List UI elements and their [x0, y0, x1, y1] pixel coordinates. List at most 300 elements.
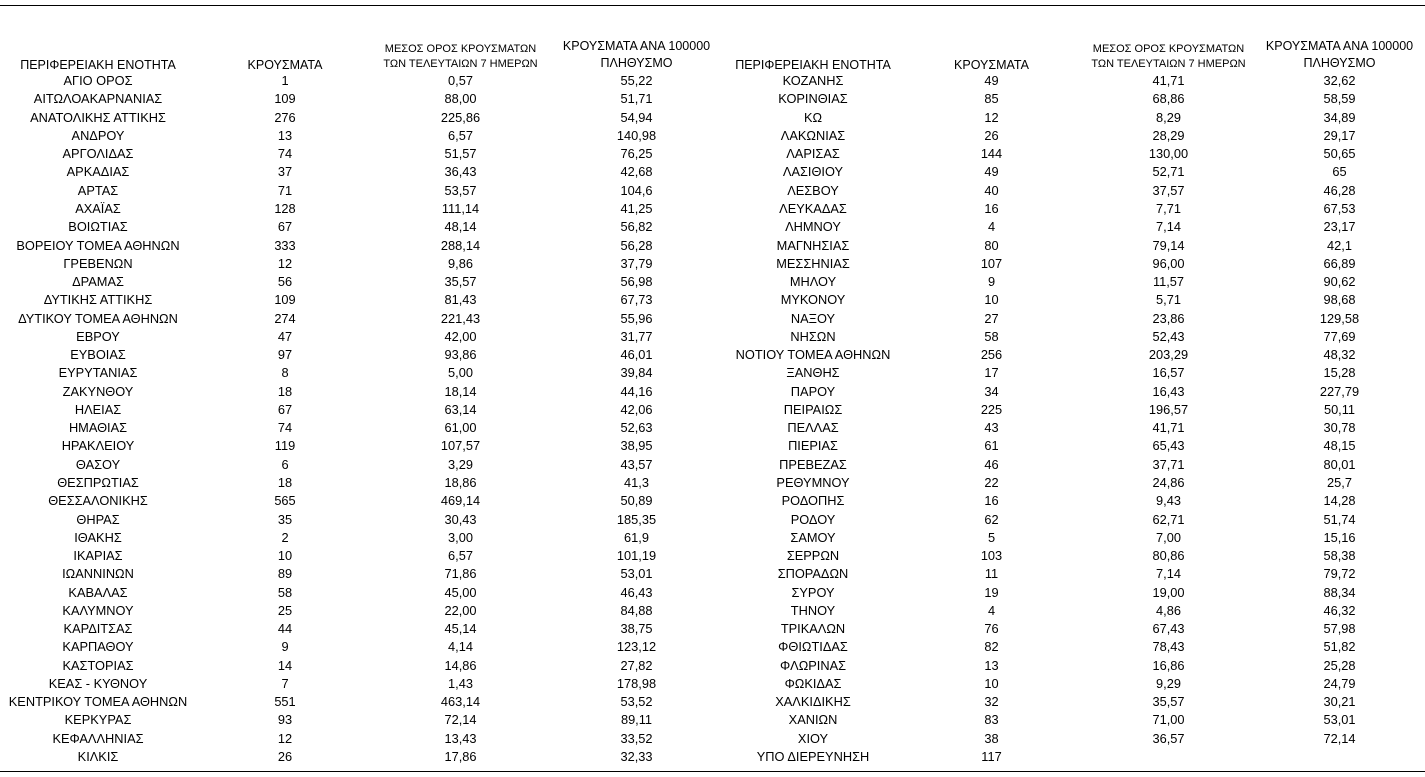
region-cell-right: ΛΑΣΙΘΙΟΥ [782, 164, 844, 180]
header-line: ΜΕΣΟΣ ΟΡΟΣ ΚΡΟΥΣΜΑΤΩΝ [384, 43, 537, 55]
region-cell: ΚΕΦΑΛΛΗΝΙΑΣ [52, 730, 144, 746]
region-cell-right: ΞΑΝΘΗΣ [786, 365, 840, 381]
avg-7-days-cell: 18,86 [444, 474, 477, 490]
header-row [0, 36, 1425, 72]
table-row [0, 182, 1425, 200]
per-100k-cell: 56,98 [620, 274, 653, 290]
per-100k-cell: 53,52 [620, 694, 653, 710]
cases-cell: 74 [277, 146, 293, 162]
table-row [0, 602, 1425, 620]
region-cell: ΑΡΤΑΣ [77, 182, 119, 198]
per-100k-cell: 38,75 [620, 621, 653, 637]
per-100k-cell-right: 88,34 [1323, 584, 1356, 600]
per-100k-cell: 42,68 [620, 164, 653, 180]
cases-cell: 67 [277, 401, 293, 417]
avg-7-days-cell-right: 28,29 [1152, 127, 1185, 143]
region-cell-right: ΛΑΚΩΝΙΑΣ [780, 127, 846, 143]
cases-cell: 12 [277, 730, 293, 746]
cases-cell-right: 49 [984, 164, 999, 180]
table-row [0, 383, 1425, 401]
per-100k-cell: 61,9 [624, 529, 649, 545]
per-100k-cell-right: 15,16 [1323, 529, 1356, 545]
per-100k-cell-right: 29,17 [1323, 127, 1356, 143]
per-100k-cell-right: 58,38 [1323, 548, 1356, 564]
avg-7-days-cell-right: 96,00 [1152, 255, 1185, 271]
region-cell-right: ΝΟΤΙΟΥ ΤΟΜΕΑ ΑΘΗΝΩΝ [735, 347, 891, 363]
cases-cell: 9 [281, 639, 289, 655]
region-cell: ΚΑΣΤΟΡΙΑΣ [62, 657, 134, 673]
per-100k-cell-right: 79,72 [1323, 566, 1356, 582]
avg-7-days-cell: 45,14 [444, 621, 477, 637]
avg-7-days-cell: 36,43 [444, 164, 477, 180]
avg-7-days-cell: 463,14 [440, 694, 481, 710]
per-100k-cell: 67,73 [620, 292, 653, 308]
per-100k-cell-right: 46,32 [1323, 602, 1356, 618]
header-line: ΚΡΟΥΣΜΑΤΑ ΑΝΑ 100000 [1265, 39, 1414, 53]
per-100k-cell: 37,79 [620, 255, 653, 271]
cases-cell: 333 [274, 237, 296, 253]
cases-cell: 14 [277, 657, 293, 673]
avg-7-days-cell: 0,57 [448, 73, 473, 89]
region-cell: ΚΕΡΚΥΡΑΣ [64, 712, 132, 728]
avg-7-days-cell-right: 9,29 [1156, 675, 1181, 691]
cases-cell-right: 83 [984, 712, 999, 728]
avg-7-days-cell: 81,43 [444, 292, 477, 308]
cases-cell: 13 [277, 127, 293, 143]
per-100k-cell-right: 67,53 [1323, 200, 1356, 216]
region-cell-right: ΦΩΚΙΔΑΣ [784, 675, 842, 691]
cases-cell: 551 [274, 694, 296, 710]
region-cell: ΗΡΑΚΛΕΙΟΥ [61, 438, 135, 454]
top-border [0, 5, 1425, 6]
per-100k-cell: 46,01 [620, 347, 653, 363]
table-row [0, 145, 1425, 163]
cases-cell-right: 107 [980, 255, 1003, 271]
cases-cell-right: 10 [984, 292, 999, 308]
avg-7-days-cell: 71,86 [444, 566, 477, 582]
region-header-right: ΠΕΡΙΦΕΡΕΙΑΚΗ ΕΝΟΤΗΤΑ [735, 58, 891, 72]
cases-cell: 18 [277, 383, 293, 399]
table-row [0, 693, 1425, 711]
per-100k-cell-right: 14,28 [1323, 493, 1356, 509]
region-cell: ΙΘΑΚΗΣ [74, 529, 122, 545]
cases-cell-right: 38 [984, 730, 999, 746]
per-100k-cell-right [1254, 748, 1425, 766]
per-100k-cell-right: 24,79 [1323, 675, 1356, 691]
avg-7-days-cell: 13,43 [444, 730, 477, 746]
avg-7-days-cell: 6,57 [448, 548, 473, 564]
avg-7-days-cell: 53,57 [444, 182, 477, 198]
cases-cell-right: 26 [984, 127, 999, 143]
avg-7-days-cell-right: 7,00 [1156, 529, 1181, 545]
per-100k-cell: 53,01 [620, 566, 653, 582]
cases-cell-right: 5 [987, 529, 996, 545]
table-row [0, 109, 1425, 127]
cases-cell-right: 80 [984, 237, 999, 253]
region-cell: ΑΙΤΩΛΟΑΚΑΡΝΑΝΙΑΣ [33, 91, 163, 107]
bottom-border [0, 771, 1425, 772]
cases-cell-right: 61 [984, 438, 999, 454]
avg-7-days-cell-right: 67,43 [1152, 621, 1185, 637]
avg-7-days-cell-right: 79,14 [1152, 237, 1185, 253]
avg-7-days-cell: 111,14 [441, 200, 480, 216]
per-100k-cell: 43,57 [620, 456, 653, 472]
per-100k-cell-right: 51,82 [1323, 639, 1356, 655]
region-cell: ΚΕΑΣ - ΚΥΘΝΟΥ [48, 675, 148, 691]
per-100k-cell: 55,22 [620, 73, 653, 89]
header-line: ΤΩΝ ΤΕΛΕΥΤΑΙΩΝ 7 ΗΜΕΡΩΝ [383, 58, 538, 70]
per-100k-cell-right: 57,98 [1323, 621, 1356, 637]
cases-cell-right: 117 [981, 748, 1002, 764]
region-cell-right: ΜΕΣΣΗΝΙΑΣ [776, 255, 850, 271]
per-100k-cell-right: 53,01 [1323, 712, 1356, 728]
per-100k-cell: 140,98 [616, 127, 657, 143]
per-100k-cell-right: 30,21 [1323, 694, 1356, 710]
per-100k-cell: 56,82 [620, 219, 653, 235]
cases-cell: 119 [274, 438, 296, 454]
cases-cell: 12 [277, 255, 293, 271]
table-row [0, 90, 1425, 108]
per-100k-cell-right: 48,32 [1323, 347, 1356, 363]
per-100k-cell-right: 80,01 [1323, 456, 1356, 472]
region-cell: ΘΑΣΟΥ [75, 456, 121, 472]
cases-cell-right: 9 [987, 274, 996, 290]
cases-cell-right: 256 [980, 347, 1003, 363]
cases-cell-right: 4 [987, 219, 996, 235]
avg-7-days-cell-right: 41,71 [1152, 420, 1185, 436]
per-100k-cell-right: 65 [1332, 164, 1347, 180]
region-cell-right: ΣΑΜΟΥ [790, 529, 836, 545]
table-row [0, 163, 1425, 181]
region-cell-right: ΣΕΡΡΩΝ [786, 548, 840, 564]
per-100k-cell: 38,95 [620, 438, 653, 454]
region-cell-right: ΛΗΜΝΟΥ [785, 219, 841, 235]
table-row [0, 547, 1425, 565]
avg-7-days-cell: 88,00 [444, 91, 477, 107]
table-row [0, 419, 1425, 437]
region-cell: ΕΒΡΟΥ [76, 328, 120, 344]
per-100k-cell: 56,28 [620, 237, 653, 253]
cases-cell: 89 [277, 566, 293, 582]
cases-cell-right: 22 [984, 474, 999, 490]
table-row [0, 638, 1425, 656]
cases-cell-right: 103 [980, 548, 1003, 564]
cases-cell-right: 62 [984, 511, 999, 527]
cases-cell-right: 49 [984, 73, 999, 89]
table-row [0, 328, 1425, 346]
cases-cell-right: 19 [984, 584, 999, 600]
table-row [0, 657, 1425, 675]
table-row [0, 291, 1425, 309]
cases-cell-right: 27 [984, 310, 999, 326]
table-row [0, 364, 1425, 382]
header-line: ΤΩΝ ΤΕΛΕΥΤΑΙΩΝ 7 ΗΜΕΡΩΝ [1091, 58, 1246, 70]
avg-7-days-cell-right: 52,71 [1152, 164, 1185, 180]
per-100k-cell: 55,96 [620, 310, 653, 326]
per-100k-cell: 185,35 [616, 511, 657, 527]
per-100k-cell-right: 46,28 [1323, 182, 1356, 198]
region-cell-right: ΠΑΡΟΥ [790, 383, 836, 399]
region-cell: ΔΥΤΙΚΟΥ ΤΟΜΕΑ ΑΘΗΝΩΝ [18, 310, 178, 326]
table-row [0, 127, 1425, 145]
cases-cell: 37 [277, 164, 293, 180]
region-cell: ΗΛΕΙΑΣ [74, 401, 122, 417]
region-cell: ΙΩΑΝΝΙΝΩΝ [62, 566, 134, 582]
per-100k-cell-right: 129,58 [1319, 310, 1360, 326]
region-cell-right: ΧΑΛΚΙΔΙΚΗΣ [775, 694, 851, 710]
per-100k-cell: 41,25 [620, 200, 653, 216]
per-100k-cell-right: 58,59 [1323, 91, 1356, 107]
per-100k-cell: 89,11 [620, 712, 653, 728]
cases-cell: 25 [277, 602, 293, 618]
avg-7-days-cell-right: 8,29 [1156, 109, 1181, 125]
region-cell: ΑΝΔΡΟΥ [71, 127, 125, 143]
region-cell: ΔΡΑΜΑΣ [72, 274, 124, 290]
region-cell-right: ΡΟΔΟΥ [790, 511, 836, 527]
per-100k-cell: 52,63 [620, 420, 653, 436]
cases-cell: 44 [277, 621, 293, 637]
region-cell-right: ΣΥΡΟΥ [791, 584, 835, 600]
cases-cell-right: 40 [984, 182, 999, 198]
avg-7-days-cell-right: 68,86 [1152, 91, 1185, 107]
table-row [0, 273, 1425, 291]
region-cell: ΚΕΝΤΡΙΚΟΥ ΤΟΜΕΑ ΑΘΗΝΩΝ [8, 694, 188, 710]
table-row [0, 437, 1425, 455]
avg-7-days-cell-right: 23,86 [1152, 310, 1185, 326]
table-row [0, 346, 1425, 364]
table-row [0, 510, 1425, 528]
avg-7-days-cell-right: 36,57 [1152, 730, 1185, 746]
region-cell: ΚΑΒΑΛΑΣ [68, 584, 128, 600]
per-100k-cell-right: 30,78 [1323, 420, 1356, 436]
avg-7-days-cell-right: 4,86 [1156, 602, 1181, 618]
table-row [0, 255, 1425, 273]
region-cell: ΒΟΡΕΙΟΥ ΤΟΜΕΑ ΑΘΗΝΩΝ [16, 237, 180, 253]
avg-7-days-cell-right [1083, 748, 1254, 766]
table-row [0, 401, 1425, 419]
region-cell-right: ΚΟΖΑΝΗΣ [782, 73, 844, 89]
avg-7-days-cell: 30,43 [444, 511, 477, 527]
table-row [0, 236, 1425, 254]
region-cell-right: ΠΕΙΡΑΙΩΣ [783, 401, 843, 417]
per-100k-cell: 50,89 [620, 493, 653, 509]
region-cell: ΚΑΡΠΑΘΟΥ [62, 639, 134, 655]
cases-cell: 10 [277, 548, 293, 564]
cases-cell: 276 [274, 109, 296, 125]
table-row [0, 492, 1425, 510]
region-cell-right: ΚΟΡΙΝΘΙΑΣ [778, 91, 848, 107]
table-row [0, 456, 1425, 474]
region-cell-right: ΠΙΕΡΙΑΣ [788, 438, 838, 454]
per-100k-cell-right: 66,89 [1323, 255, 1356, 271]
cases-cell-right: 58 [984, 328, 999, 344]
region-cell-right: ΦΛΩΡΙΝΑΣ [779, 657, 847, 673]
per-100k-cell-right: 15,28 [1323, 365, 1356, 381]
cases-header-right: ΚΡΟΥΣΜΑΤΑ [954, 58, 1029, 72]
region-cell-right: ΚΩ [803, 109, 823, 125]
avg-7-days-cell-right: 7,14 [1156, 566, 1181, 582]
avg-7-days-cell: 48,14 [444, 219, 477, 235]
per-100k-cell-right: 98,68 [1323, 292, 1356, 308]
avg-7-days-cell: 225,86 [440, 109, 481, 125]
cases-cell-right: 32 [984, 694, 999, 710]
region-cell: ΖΑΚΥΝΘΟΥ [62, 383, 134, 399]
per-100k-cell: 84,88 [620, 602, 653, 618]
table-row [0, 474, 1425, 492]
region-cell-right: ΤΗΝΟΥ [790, 602, 836, 618]
avg-7-days-cell: 107,57 [440, 438, 481, 454]
avg-7-days-cell-right: 19,00 [1152, 584, 1185, 600]
cases-cell: 1 [281, 73, 289, 89]
avg-7-days-cell-right: 37,71 [1152, 456, 1185, 472]
avg-7-days-cell-right: 71,00 [1152, 712, 1185, 728]
region-cell-right: ΣΠΟΡΑΔΩΝ [777, 566, 849, 582]
avg-7-days-cell: 61,00 [444, 420, 477, 436]
avg-7-days-cell-right: 41,71 [1152, 73, 1185, 89]
per-100k-cell-right: 42,1 [1327, 237, 1352, 253]
region-cell: ΘΕΣΣΑΛΟΝΙΚΗΣ [48, 493, 148, 509]
table-row [0, 72, 1425, 90]
table-row [0, 218, 1425, 236]
cases-cell: 274 [274, 310, 296, 326]
avg-7-days-cell: 51,57 [444, 146, 477, 162]
header-line: ΠΛΗΘΥΣΜΟ [1303, 56, 1376, 70]
per-100k-cell: 54,94 [620, 109, 653, 125]
cases-cell: 8 [281, 365, 289, 381]
per-100k-cell-right: 72,14 [1323, 730, 1356, 746]
avg-7-days-cell: 14,86 [444, 657, 477, 673]
avg-7-days-cell-right: 130,00 [1148, 146, 1189, 162]
region-cell-right: ΝΗΣΩΝ [790, 328, 836, 344]
cases-cell-right: 16 [984, 200, 999, 216]
region-cell-right: ΦΘΙΩΤΙΔΑΣ [778, 639, 848, 655]
region-cell: ΘΗΡΑΣ [76, 511, 120, 527]
per-100k-cell: 31,77 [620, 328, 653, 344]
avg-7-days-cell: 469,14 [440, 493, 481, 509]
table-row [0, 200, 1425, 218]
avg-7-days-cell-right: 7,14 [1156, 219, 1181, 235]
region-cell-right: ΠΕΛΛΑΣ [787, 420, 839, 436]
per-100k-cell: 44,16 [620, 383, 653, 399]
region-cell: ΘΕΣΠΡΩΤΙΑΣ [57, 474, 139, 490]
table-row [0, 309, 1425, 327]
region-cell-right: ΜΥΚΟΝΟΥ [780, 292, 846, 308]
region-cell: ΒΟΙΩΤΙΑΣ [68, 219, 128, 235]
avg-7-days-cell-right: 203,29 [1148, 347, 1189, 363]
cases-cell: 93 [277, 712, 293, 728]
region-cell: ΚΑΛΥΜΝΟΥ [62, 602, 134, 618]
per-100k-header [547, 36, 726, 72]
avg-7-days-cell: 18,14 [444, 383, 477, 399]
region-cell-right: ΝΑΞΟΥ [790, 310, 836, 326]
cases-cell-right: 82 [984, 639, 999, 655]
per-100k-cell: 41,3 [624, 474, 649, 490]
region-cell: ΚΙΛΚΙΣ [77, 748, 119, 764]
avg-7-days-cell: 9,86 [448, 255, 473, 271]
per-100k-cell: 42,06 [620, 401, 653, 417]
avg-7-days-cell: 17,86 [444, 748, 477, 764]
cases-cell-right: 17 [984, 365, 999, 381]
cases-cell-right: 225 [980, 401, 1003, 417]
cases-cell: 7 [281, 675, 289, 691]
region-header: ΠΕΡΙΦΕΡΕΙΑΚΗ ΕΝΟΤΗΤΑ [20, 58, 176, 72]
avg-7-days-cell: 5,00 [448, 365, 473, 381]
per-100k-cell: 32,33 [620, 748, 653, 764]
avg-7-days-cell-right: 11,57 [1152, 274, 1185, 290]
avg-7-days-cell: 1,43 [448, 675, 473, 691]
per-100k-cell-right: 32,62 [1323, 73, 1356, 89]
per-100k-cell: 101,19 [616, 548, 657, 564]
avg-7-days-cell-right: 9,43 [1156, 493, 1181, 509]
region-cell-right: ΜΑΓΝΗΣΙΑΣ [776, 237, 850, 253]
region-cell: ΙΚΑΡΙΑΣ [73, 548, 123, 564]
region-cell-right: ΤΡΙΚΑΛΩΝ [780, 621, 846, 637]
cases-header: ΚΡΟΥΣΜΑΤΑ [247, 58, 323, 72]
avg-7-days-cell: 3,29 [448, 456, 473, 472]
cases-cell: 2 [281, 529, 289, 545]
cases-cell-right: 10 [984, 675, 999, 691]
cases-cell: 6 [281, 456, 289, 472]
cases-cell-right: 144 [980, 146, 1003, 162]
per-100k-cell: 33,52 [620, 730, 653, 746]
region-cell: ΕΥΒΟΙΑΣ [70, 347, 126, 363]
cases-table [0, 36, 1425, 766]
avg-7-days-cell: 35,57 [444, 274, 477, 290]
cases-cell: 47 [277, 328, 293, 344]
cases-cell: 565 [274, 493, 296, 509]
avg-7-days-cell-right: 80,86 [1152, 548, 1185, 564]
per-100k-cell: 123,12 [616, 639, 657, 655]
cases-cell-right: 85 [984, 91, 999, 107]
region-cell: ΕΥΡΥΤΑΝΙΑΣ [58, 365, 138, 381]
avg-7-days-cell: 45,00 [444, 584, 477, 600]
region-cell: ΑΓΙΟ ΟΡΟΣ [63, 73, 133, 89]
cases-cell: 97 [277, 347, 293, 363]
per-100k-cell-right: 25,7 [1327, 474, 1352, 490]
header-line: ΜΕΣΟΣ ΟΡΟΣ ΚΡΟΥΣΜΑΤΩΝ [1092, 43, 1245, 55]
region-cell: ΑΡΓΟΛΙΔΑΣ [62, 146, 134, 162]
cases-cell: 109 [274, 292, 296, 308]
avg-7-days-header [374, 36, 547, 72]
table-row [0, 529, 1425, 547]
table-row [0, 620, 1425, 638]
avg-7-days-header-right [1083, 36, 1254, 72]
per-100k-cell: 76,25 [620, 146, 653, 162]
region-cell: ΑΡΚΑΔΙΑΣ [66, 164, 130, 180]
region-cell: ΗΜΑΘΙΑΣ [68, 420, 128, 436]
per-100k-cell-right: 34,89 [1323, 109, 1356, 125]
table-row [0, 711, 1425, 729]
avg-7-days-cell-right: 65,43 [1152, 438, 1185, 454]
region-cell-right: ΡΟΔΟΠΗΣ [781, 493, 845, 509]
avg-7-days-cell-right: 16,86 [1152, 657, 1185, 673]
avg-7-days-cell: 22,00 [444, 602, 477, 618]
avg-7-days-cell: 93,86 [444, 347, 477, 363]
region-cell-right: ΜΗΛΟΥ [789, 274, 837, 290]
cases-cell: 71 [277, 182, 293, 198]
table-header [0, 36, 1425, 72]
region-cell-right: ΠΡΕΒΕΖΑΣ [779, 456, 847, 472]
per-100k-cell-right: 48,15 [1323, 438, 1356, 454]
per-100k-cell-right: 23,17 [1323, 219, 1356, 235]
avg-7-days-cell-right: 7,71 [1156, 200, 1181, 216]
avg-7-days-cell-right: 16,57 [1152, 365, 1185, 381]
cases-cell-right: 16 [984, 493, 999, 509]
avg-7-days-cell: 42,00 [444, 328, 477, 344]
per-100k-cell: 104,6 [620, 182, 653, 198]
cases-cell: 109 [274, 91, 296, 107]
cases-cell: 26 [277, 748, 293, 764]
